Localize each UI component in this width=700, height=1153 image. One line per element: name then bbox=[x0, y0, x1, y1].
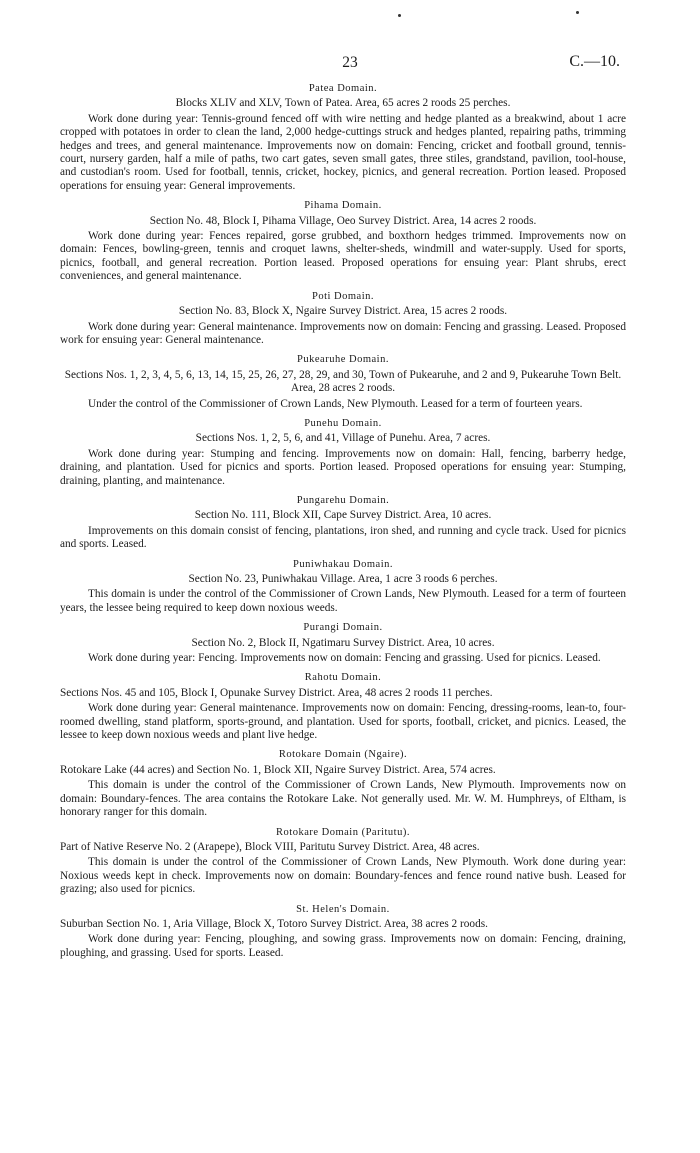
section-body: This domain is under the control of the Commissioner of Crown Lands, New Plymouth. Improvements now on domain: Boundary-fences. The area contains the Rotokare Lake. Not generally used. Mr. W. M. Humphreys, of Eltham, is honorary ranger for this domain. bbox=[60, 779, 626, 819]
section-title: St. Helen's Domain. bbox=[296, 903, 390, 915]
page-content bbox=[60, 82, 626, 966]
page-number: 23 bbox=[342, 54, 358, 71]
domain-section bbox=[60, 353, 626, 411]
section-title: Rotokare Domain (Paritutu). bbox=[276, 826, 410, 838]
domain-section bbox=[60, 748, 626, 819]
section-description: Section No. 83, Block X, Ngaire Survey District. Area, 15 acres 2 roods. bbox=[178, 305, 508, 318]
section-title: Rahotu Domain. bbox=[304, 672, 382, 684]
ink-speck bbox=[576, 11, 579, 14]
section-description: Suburban Section No. 1, Aria Village, Block X, Totoro Survey District. Area, 38 acres 2 roods. bbox=[60, 917, 488, 930]
domain-section bbox=[60, 199, 626, 283]
domain-section bbox=[60, 903, 626, 961]
ink-speck bbox=[398, 14, 401, 17]
domain-section bbox=[60, 621, 626, 665]
section-body: Work done during year: Tennis-ground fenced off with wire netting and hedge planted as a breakwind, about 1 acre cropped with potatoes in order to clean the land, 2,000 hedge-cuttings struck and hedges planted, repairing paths, trimming hedges and trees, and general maintenance. Improvements now on domain: Fencing, cricket and football ground, tennis-court, nursery garden, half a mile of paths, two cart gates, seven small gates, three stiles, grandstand, pavilion, tool-house, and custodian's room. Used for football, tennis, cricket, hockey, picnics, and general recreation. Portion leased. Proposed operations for ensuing year: General improvements. bbox=[60, 112, 626, 192]
section-body: This domain is under the control of the Commissioner of Crown Lands, New Plymouth. Leased for a term of fourteen years, the lessee being required to keep down noxious weeds. bbox=[60, 588, 626, 614]
section-body: Work done during year: General maintenance. Improvements now on domain: Fencing and grassing. Leased. Proposed work for ensuing year: General maintenance. bbox=[60, 320, 626, 346]
section-title: Patea Domain. bbox=[308, 83, 378, 94]
domain-section bbox=[60, 82, 626, 193]
section-title: Pungarehu Domain. bbox=[296, 494, 390, 506]
domain-section bbox=[60, 290, 626, 348]
section-title: Punehu Domain. bbox=[304, 417, 382, 429]
section-description: Rotokare Lake (44 acres) and Section No. 1, Block XII, Ngaire Survey District. Area, 574 acres. bbox=[60, 763, 496, 776]
section-description: Sections Nos. 1, 2, 3, 4, 5, 6, 13, 14, 15, 25, 26, 27, 28, 29, and 30, Town of Pukearuhe, and 2 and 9, Pukearuhe Town Belt. Area, 28 acres 2 roods. bbox=[64, 368, 622, 395]
section-description: Section No. 48, Block I, Pihama Village, Oeo Survey District. Area, 14 acres 2 roods. bbox=[149, 214, 537, 227]
domain-section bbox=[60, 494, 626, 552]
section-body: Work done during year: Fences repaired, gorse grubbed, and boxthorn hedges trimmed. Improvements now on domain: Fences, bowling-green, tennis and croquet lawns, shelter-sheds, windmill and water-supply. Used for sports, picnics, football, and general recreation. Portion leased. Proposed operations for ensuing year: Plant shrubs, erect conveniences, and general maintenance. bbox=[60, 230, 626, 283]
section-description: Part of Native Reserve No. 2 (Arapepe), Block VIII, Paritutu Survey District. Area, 48 acres. bbox=[60, 840, 480, 853]
section-description: Section No. 23, Puniwhakau Village. Area, 1 acre 3 roods 6 perches. bbox=[188, 573, 498, 585]
domain-section bbox=[60, 558, 626, 616]
section-title: Pukearuhe Domain. bbox=[297, 354, 389, 366]
report-reference: C.—10. bbox=[569, 53, 620, 70]
section-description: Sections Nos. 1, 2, 5, 6, and 41, Village of Punehu. Area, 7 acres. bbox=[195, 432, 491, 445]
section-title: Puniwhakau Domain. bbox=[293, 558, 393, 570]
section-body: Work done during year: Fencing. Improvements now on domain: Fencing and grassing. Used for picnics. Leased. bbox=[88, 652, 601, 665]
domain-section bbox=[60, 671, 626, 742]
section-body: Improvements on this domain consist of fencing, plantations, iron shed, and running and cycle track. Used for picnics and sports. Leased. bbox=[60, 524, 626, 551]
section-description: Section No. 111, Block XII, Cape Survey District. Area, 10 acres. bbox=[194, 509, 492, 522]
section-description: Blocks XLIV and XLV, Town of Patea. Area, 65 acres 2 roods 25 perches. bbox=[175, 97, 511, 110]
section-body: Work done during year: Fencing, ploughing, and sowing grass. Improvements now on domain: Fencing, draining, ploughing, and grassing. Used for sports. Leased. bbox=[60, 933, 626, 959]
section-title: Purangi Domain. bbox=[303, 622, 383, 634]
section-title: Poti Domain. bbox=[311, 290, 374, 302]
domain-section bbox=[60, 826, 626, 897]
section-body: Work done during year: Stumping and fencing. Improvements now on domain: Hall, fencing, barberry hedge, draining, and plantation. Used for picnics and sports. Portion leased. Proposed operations for ensuing year: Stumping, draining, planting, and maintenance. bbox=[60, 447, 626, 487]
section-body: Under the control of the Commissioner of Crown Lands, New Plymouth. Leased for a term of fourteen years. bbox=[88, 397, 583, 410]
domain-section bbox=[60, 417, 626, 488]
section-body: This domain is under the control of the Commissioner of Crown Lands, New Plymouth. Work done during year: Noxious weeds kept in check. Improvements now on domain: Boundary-fences and fence round native bush. Leased for grazing; also used for picnics. bbox=[60, 856, 626, 896]
section-body: Work done during year: General maintenance. Improvements now on domain: Fencing, dressing-rooms, lean-to, four-roomed dwelling, stand platform, sports-ground, and plantation. Used for sports, football, cricket, and picnics. Leased, the lessee to keep down noxious weeds and plant live hedge. bbox=[60, 702, 626, 742]
section-title: Pihama Domain. bbox=[304, 200, 382, 212]
section-description: Sections Nos. 45 and 105, Block I, Opunake Survey District. Area, 48 acres 2 roods 11 perches. bbox=[60, 686, 493, 699]
section-title: Rotokare Domain (Ngaire). bbox=[278, 749, 408, 761]
section-description: Section No. 2, Block II, Ngatimaru Survey District. Area, 10 acres. bbox=[191, 636, 495, 649]
